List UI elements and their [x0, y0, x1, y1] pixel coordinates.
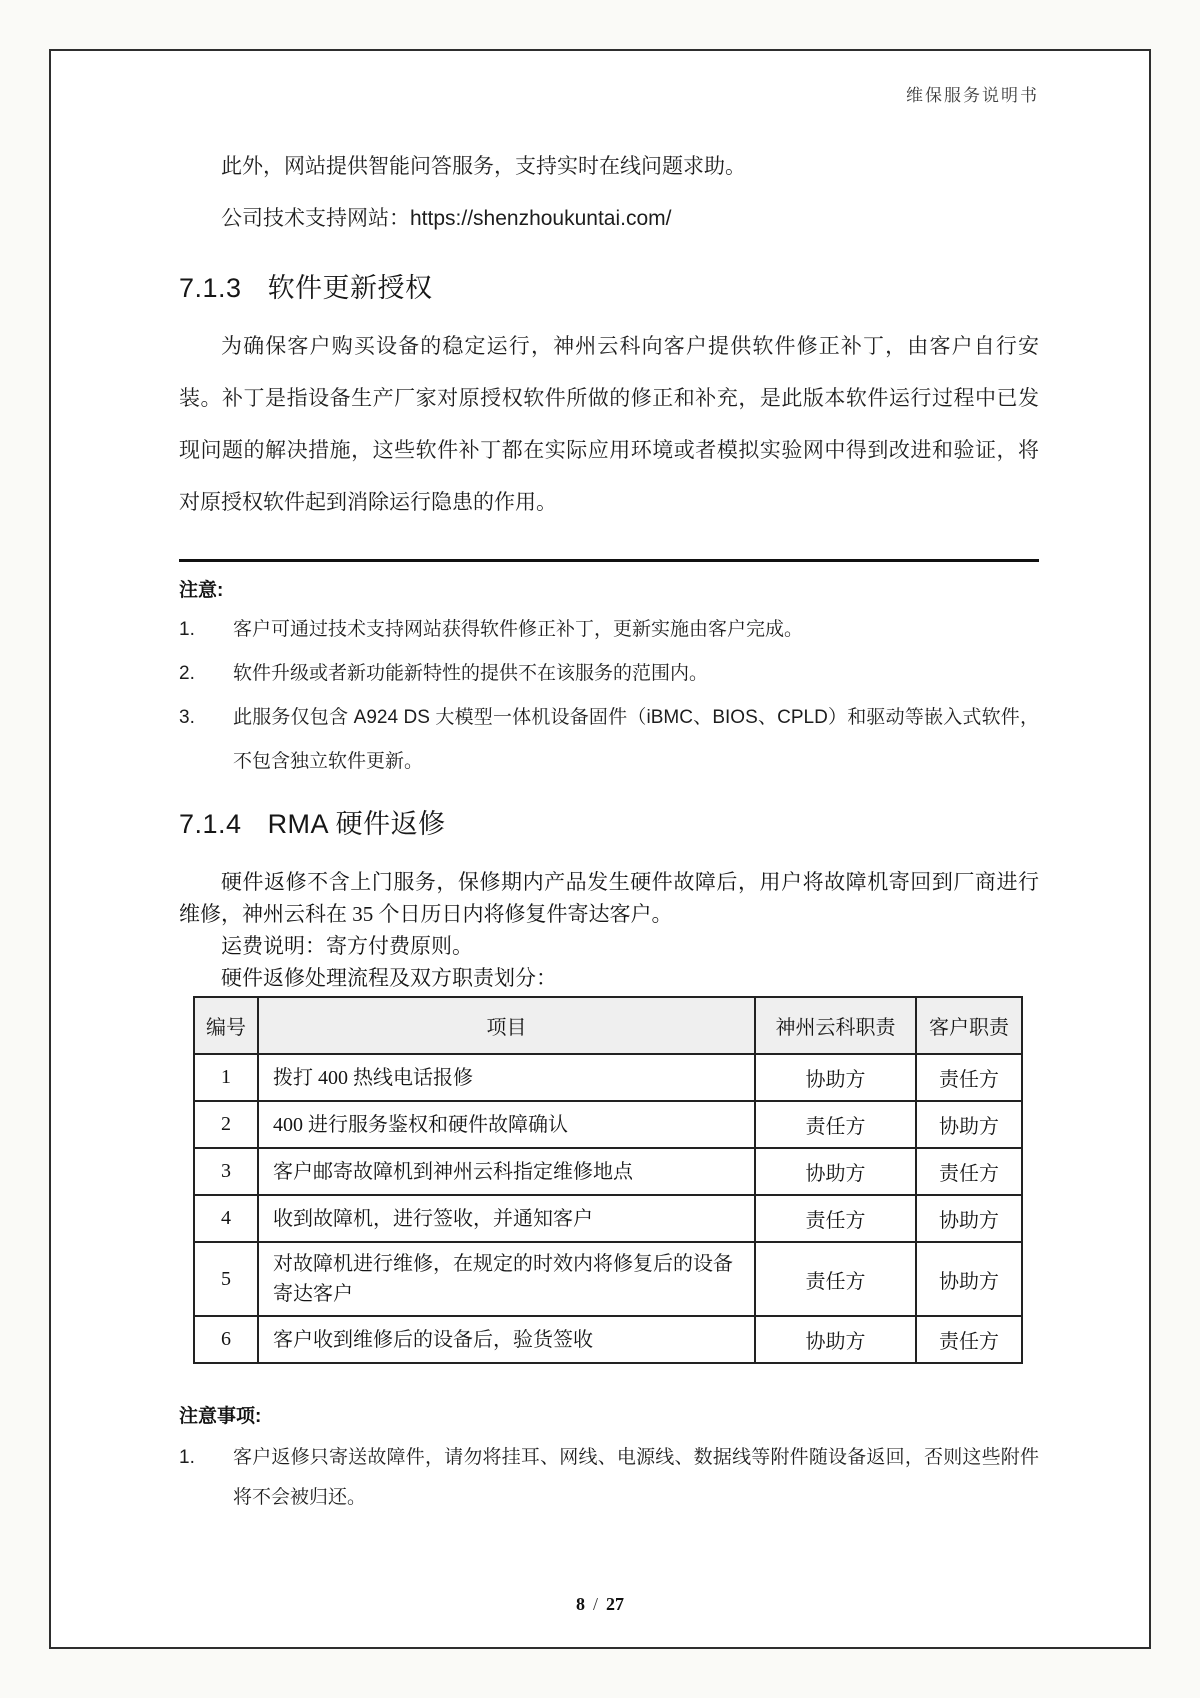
cell-vendor-role: 协助方 — [755, 1148, 916, 1195]
notice-divider-rule — [179, 559, 1039, 562]
running-header-title: 维保服务说明书 — [906, 86, 1039, 105]
notice-item-number: 3. — [179, 707, 195, 728]
cell-no: 3 — [194, 1148, 258, 1195]
cell-customer-role: 协助方 — [916, 1195, 1022, 1242]
notice-item — [179, 696, 1039, 784]
table-header-item: 项目 — [258, 997, 755, 1054]
notice-item — [179, 608, 1039, 652]
table-header-no: 编号 — [194, 997, 258, 1054]
cell-vendor-role: 协助方 — [755, 1054, 916, 1101]
notice-label: 注意: — [179, 580, 224, 601]
table-row — [194, 1101, 1022, 1148]
cell-vendor-role: 责任方 — [755, 1101, 916, 1148]
notes-item — [179, 1438, 1039, 1518]
page-footer — [51, 1594, 1149, 1615]
intro-paragraphs — [179, 141, 1039, 245]
cell-no: 5 — [194, 1242, 258, 1316]
intro-paragraph-1: 此外，网站提供智能问答服务，支持实时在线问题求助。 — [221, 155, 746, 178]
section-number-713: 7.1.3 — [179, 273, 242, 303]
cell-item: 400 进行服务鉴权和硬件故障确认 — [258, 1101, 755, 1148]
section-number-714: 7.1.4 — [179, 809, 242, 839]
notice-item-text: 客户可通过技术支持网站获得软件修正补丁，更新实施由客户完成。 — [233, 619, 804, 640]
notes-item-text: 客户返修只寄送故障件，请勿将挂耳、网线、电源线、数据线等附件随设备返回，否则这些附件将不会被归还。 — [233, 1447, 1039, 1508]
notice-item-text: 软件升级或者新功能新特性的提供不在该服务的范围内。 — [233, 663, 709, 684]
document-page — [49, 49, 1151, 1649]
notice-item-number: 1. — [179, 619, 195, 640]
cell-item: 收到故障机，进行签收，并通知客户 — [258, 1195, 755, 1242]
notice-item-text: 此服务仅包含 A924 DS 大模型一体机设备固件（iBMC、BIOS、CPLD）和驱动等嵌入式软件，不包含独立软件更新。 — [233, 707, 1039, 772]
notes-item-number: 1. — [179, 1447, 195, 1468]
section-713-body: 为确保客户购买设备的稳定运行，神州云科向客户提供软件修正补丁，由客户自行安装。补丁是指设备生产厂家对原授权软件所做的修正和补充，是此版本软件运行过程中已发现问题的解决措施，这些软件补丁都在实际应用环境或者模拟实验网中得到改进和验证，将对原授权软件起到消除运行隐患的作用。 — [179, 335, 1039, 514]
cell-item: 拨打 400 热线电话报修 — [258, 1054, 755, 1101]
cell-customer-role: 责任方 — [916, 1054, 1022, 1101]
cell-item: 客户收到维修后的设备后，验货签收 — [258, 1316, 755, 1363]
table-header-row — [194, 997, 1022, 1054]
section-714-paragraph-2: 运费说明：寄方付费原则。 — [221, 934, 473, 958]
section-heading-713 — [179, 271, 1039, 305]
notice-item-number: 2. — [179, 663, 195, 684]
cell-item: 客户邮寄故障机到神州云科指定维修地点 — [258, 1148, 755, 1195]
notes-list — [179, 1438, 1039, 1518]
notice-list — [179, 608, 1039, 784]
cell-no: 4 — [194, 1195, 258, 1242]
section-title-714: RMA 硬件返修 — [267, 809, 446, 839]
cell-customer-role: 责任方 — [916, 1148, 1022, 1195]
cell-vendor-role: 协助方 — [755, 1316, 916, 1363]
section-714-body — [179, 866, 1039, 994]
cell-customer-role: 责任方 — [916, 1316, 1022, 1363]
section-title-713: 软件更新授权 — [267, 273, 433, 303]
table-row — [194, 1316, 1022, 1363]
section-714-paragraph-1: 硬件返修不含上门服务，保修期内产品发生硬件故障后，用户将故障机寄回到厂商进行维修，神州云科在 35 个日历日内将修复件寄达客户。 — [179, 870, 1039, 926]
table-header-customer: 客户职责 — [916, 997, 1022, 1054]
cell-customer-role: 协助方 — [916, 1242, 1022, 1316]
table-row — [194, 1242, 1022, 1316]
notes-label: 注意事项: — [179, 1406, 262, 1427]
section-714-paragraph-3: 硬件返修处理流程及双方职责划分： — [221, 966, 557, 990]
section-heading-714 — [179, 806, 1039, 842]
total-page-number: 27 — [606, 1594, 624, 1614]
cell-item: 对故障机进行维修，在规定的时效内将修复后的设备寄达客户 — [258, 1242, 755, 1316]
cell-vendor-role: 责任方 — [755, 1242, 916, 1316]
cell-vendor-role: 责任方 — [755, 1195, 916, 1242]
page-separator: / — [592, 1594, 598, 1614]
table-row — [194, 1148, 1022, 1195]
current-page-number: 8 — [575, 1594, 585, 1614]
notice-item — [179, 652, 1039, 696]
cell-no: 2 — [194, 1101, 258, 1148]
rma-process-table — [193, 996, 1023, 1364]
intro-paragraph-2: 公司技术支持网站：https://shenzhoukuntai.com/ — [221, 207, 672, 230]
table-header-vendor: 神州云科职责 — [755, 997, 916, 1054]
cell-no: 1 — [194, 1054, 258, 1101]
table-row — [194, 1054, 1022, 1101]
table-row — [194, 1195, 1022, 1242]
cell-no: 6 — [194, 1316, 258, 1363]
cell-customer-role: 协助方 — [916, 1101, 1022, 1148]
